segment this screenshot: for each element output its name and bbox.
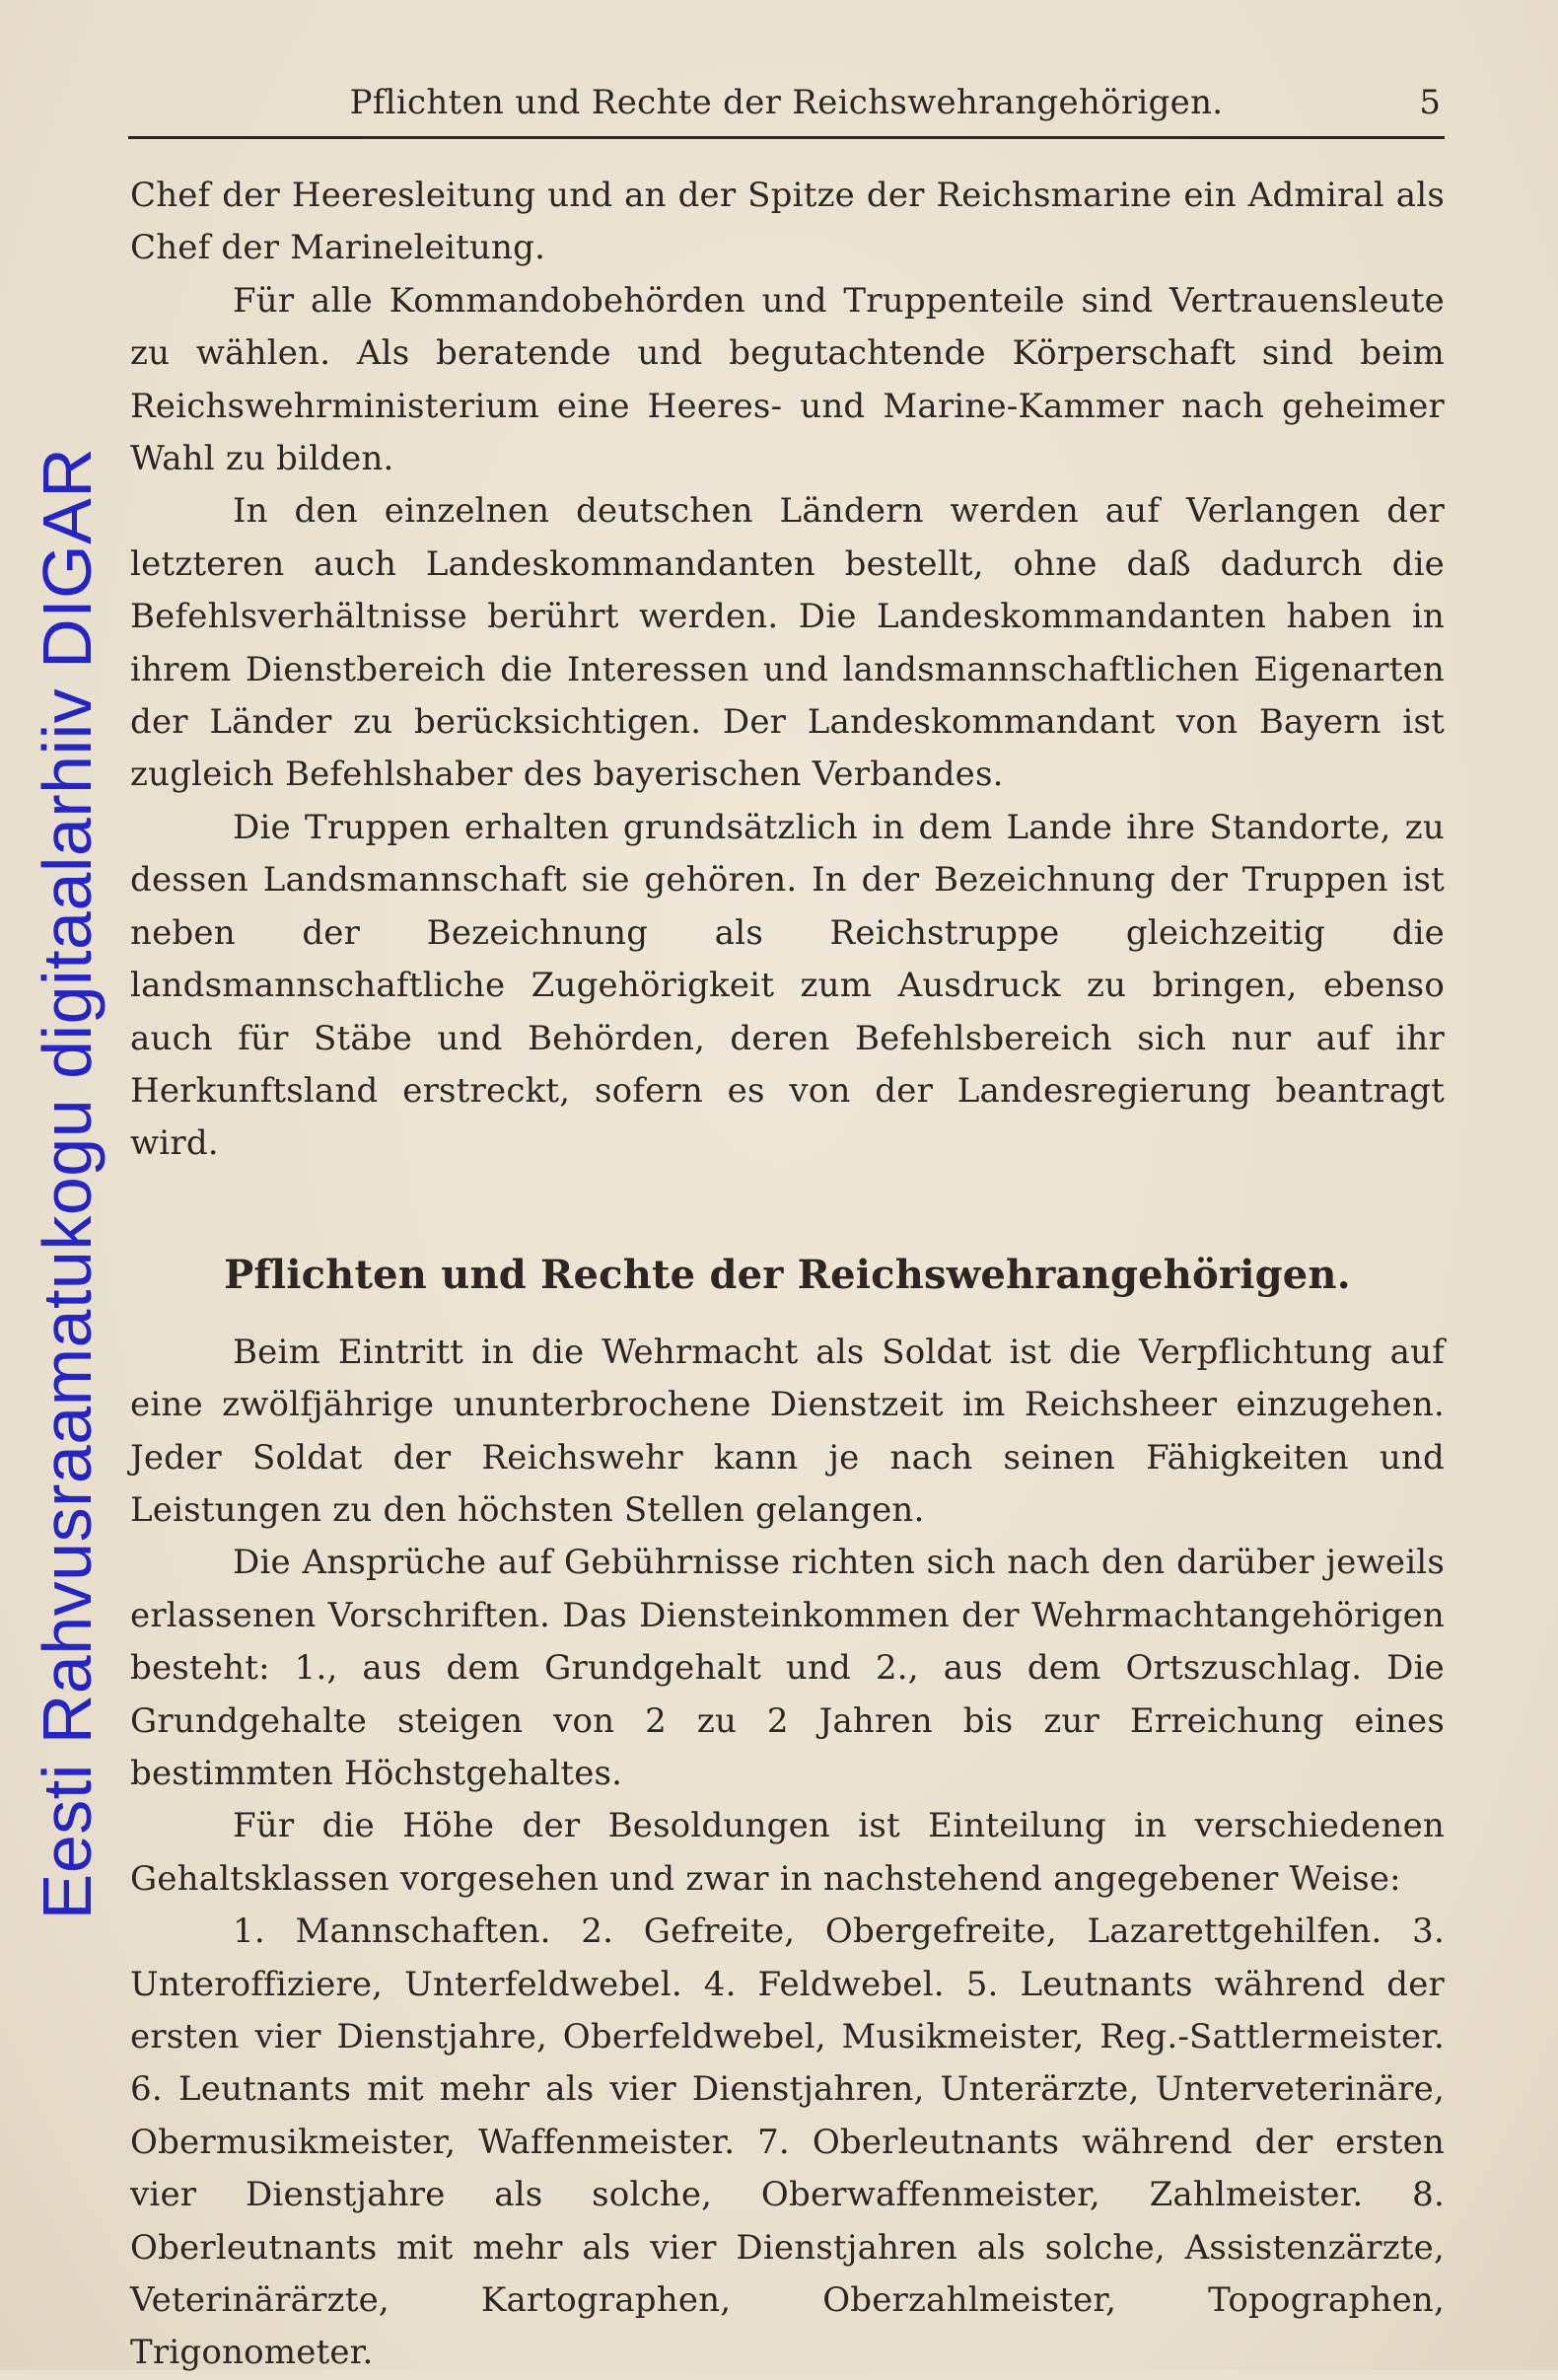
paragraph: In den einzelnen deutschen Ländern werden auf Verlangen der letzteren auch Landeskommandanten bestellt, ohne daß dadurch die Befehlsverhältnisse berührt werden. Die Landeskommandanten haben in ihrem Dienstbereich die Interessen und landsmannschaftlichen Eigenarten der Länder zu berücksichtigen. Der Landeskommandant von Bayern ist zugleich Befehlshaber des bayerischen Verbandes. <box>130 491 1445 795</box>
page-body <box>130 170 1445 2380</box>
paragraph: Die Ansprüche auf Gebührnisse richten sich nach den darüber jeweils erlassenen Vorschriften. Das Diensteinkommen der Wehrmachtangehörigen besteht: 1., aus dem Grundgehalt und 2., aus dem Ortszuschlag. Die Grundgehalte steigen von 2 zu 2 Jahren bis zur Erreichung eines bestimmten Höchstgehaltes. <box>130 1543 1445 1793</box>
paragraph: Beim Eintritt in die Wehrmacht als Soldat ist die Verpflichtung auf eine zwölfjährige ununterbrochene Dienstzeit im Reichsheer einzugehen. Jeder Soldat der Reichswehr kann je nach seinen Fähigkeiten und Leistungen zu den höchsten Stellen gelangen. <box>130 1332 1445 1530</box>
page-number: 5 <box>1419 83 1441 122</box>
paragraph: Die Truppen erhalten grundsätzlich in dem Lande ihre Standorte, zu dessen Landsmannschaft sie gehören. In der Bezeichnung der Truppen ist neben der Bezeichnung als Reichstruppe gleichzeitig die landsmannschaftliche Zugehörigkeit zum Ausdruck zu bringen, ebenso auch für Stäbe und Behörden, deren Befehlsbereich sich nur auf ihr Herkunftsland erstreckt, sofern es von der Landesregierung beantragt wird. <box>130 807 1445 1164</box>
section-heading: Pflichten und Rechte der Reichswehrangehörigen. <box>224 1251 1351 1298</box>
paragraph: Für alle Kommandobehörden und Truppenteile sind Vertrauensleute zu wählen. Als beratende und begutachtende Körperschaft sind beim Reichswehrministerium eine Heeres- und Marine-Kammer nach geheimer Wahl zu bilden. <box>130 280 1445 479</box>
paragraph: Für die Höhe der Besoldungen ist Einteilung in verschiedenen Gehaltsklassen vorgesehen und zwar in nachstehend angegebener Weise: <box>130 1806 1445 1899</box>
paragraph: Chef der Heeresleitung und an der Spitze der Reichsmarine ein Admiral als Chef der Marineleitung. <box>130 176 1445 268</box>
page-header <box>128 77 1445 139</box>
paragraph: 1. Mannschaften. 2. Gefreite, Obergefreite, Lazarettgehilfen. 3. Unteroffiziere, Unterfeldwebel. 4. Feldwebel. 5. Leutnants während der ersten vier Dienstjahre, Oberfeldwebel, Musikmeister, Reg.-Sattlermeister. 6. Leutnants mit mehr als vier Dienstjahren, Unterärzte, Unterveterinäre, Obermusikmeister, Waffenmeister. 7. Oberleutnants während der ersten vier Dienstjahre als solche, Oberwaffenmeister, Zahlmeister. 8. Oberleutnants mit mehr als vier Dienstjahren als solche, Assistenzärzte, Veterinärärzte, Kartographen, Oberzahlmeister, Topographen, Trigonometer. <box>130 1911 1445 2373</box>
archive-watermark: Eesti Rahvusraamatukogu digitaalarhiiv DIGAR <box>29 447 106 1920</box>
running-title: Pflichten und Rechte der Reichswehrangehörigen. <box>349 83 1224 122</box>
